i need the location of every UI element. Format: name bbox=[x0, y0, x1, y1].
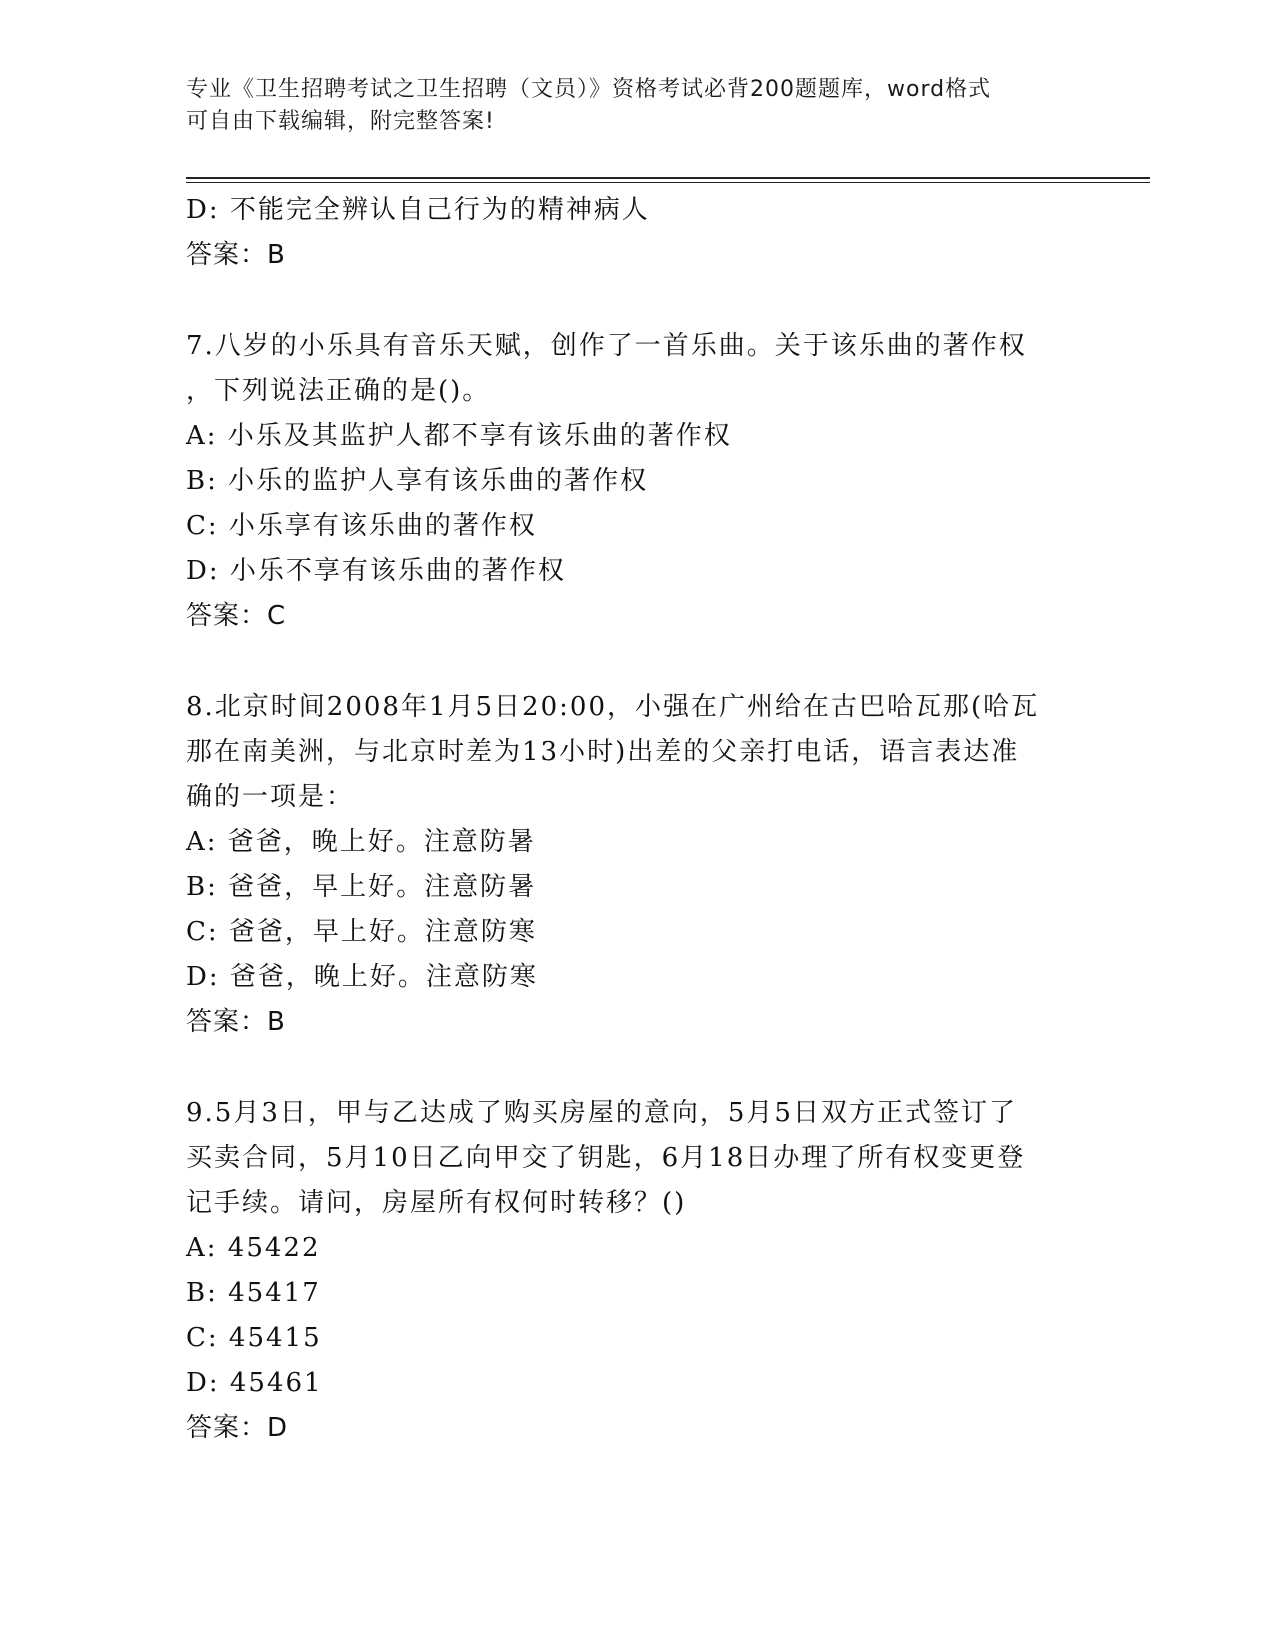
option-d: D: 小乐不享有该乐曲的著作权 bbox=[186, 556, 566, 586]
previous-question-tail bbox=[186, 188, 1116, 278]
spacer bbox=[186, 639, 1116, 685]
header-title-line-1: 专业《卫生招聘考试之卫生招聘（文员）》资格考试必背200题题库，word格式 bbox=[186, 77, 992, 102]
header-divider-thick bbox=[186, 177, 1150, 179]
answer-line: 答案：B bbox=[186, 1007, 286, 1037]
question-stem-line: 买卖合同，5月10日乙向甲交了钥匙，6月18日办理了所有权变更登 bbox=[186, 1143, 1026, 1173]
option-c: C: 小乐享有该乐曲的著作权 bbox=[186, 511, 537, 541]
document-header bbox=[186, 74, 1086, 138]
option-b: B: 小乐的监护人享有该乐曲的著作权 bbox=[186, 466, 649, 496]
question-8 bbox=[186, 685, 1116, 1045]
question-7 bbox=[186, 324, 1116, 639]
header-divider-thin bbox=[186, 182, 1150, 183]
header-title-line-2: 可自由下载编辑，附完整答案! bbox=[186, 109, 495, 134]
question-stem-line: 记手续。请问，房屋所有权何时转移？() bbox=[186, 1188, 687, 1218]
option-a: A: 小乐及其监护人都不享有该乐曲的著作权 bbox=[186, 421, 732, 451]
question-stem-line: 7.八岁的小乐具有音乐天赋，创作了一首乐曲。关于该乐曲的著作权 bbox=[186, 331, 1027, 361]
option-a: A: 45422 bbox=[186, 1233, 321, 1263]
spacer bbox=[186, 278, 1116, 324]
question-list bbox=[186, 188, 1116, 1451]
question-9 bbox=[186, 1091, 1116, 1451]
option-d: D: 45461 bbox=[186, 1368, 323, 1398]
question-stem-line: 9.5月3日，甲与乙达成了购买房屋的意向，5月5日双方正式签订了 bbox=[186, 1098, 1017, 1128]
spacer bbox=[186, 1045, 1116, 1091]
question-stem-line: ，下列说法正确的是()。 bbox=[186, 376, 491, 406]
option-a: A: 爸爸，晚上好。注意防暑 bbox=[186, 827, 536, 857]
answer-line: 答案：B bbox=[186, 240, 286, 270]
question-stem-line: 8.北京时间2008年1月5日20:00，小强在广州给在古巴哈瓦那(哈瓦 bbox=[186, 692, 1040, 722]
option-b: B: 45417 bbox=[186, 1278, 321, 1308]
question-stem-line: 确的一项是： bbox=[186, 782, 355, 812]
question-stem-line: 那在南美洲，与北京时差为13小时)出差的父亲打电话，语言表达准 bbox=[186, 737, 1020, 767]
answer-line: 答案：C bbox=[186, 601, 287, 631]
option-d: D: 爸爸，晚上好。注意防寒 bbox=[186, 962, 538, 992]
option-c: C: 爸爸，早上好。注意防寒 bbox=[186, 917, 537, 947]
option-c: C: 45415 bbox=[186, 1323, 322, 1353]
answer-line: 答案：D bbox=[186, 1413, 289, 1443]
option-d: D: 不能完全辨认自己行为的精神病人 bbox=[186, 195, 650, 225]
option-b: B: 爸爸，早上好。注意防暑 bbox=[186, 872, 537, 902]
